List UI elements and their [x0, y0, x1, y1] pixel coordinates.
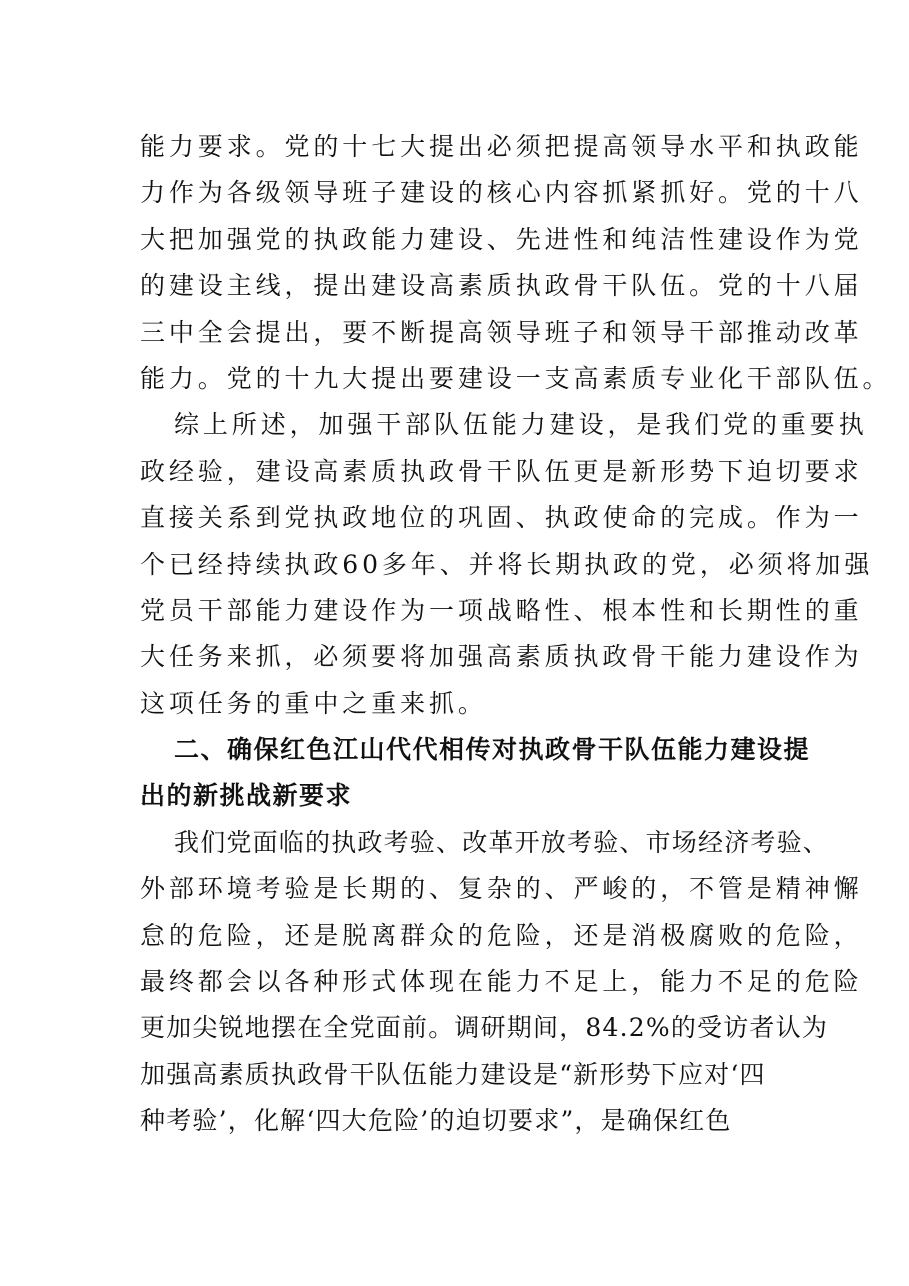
paragraph-line: 的建设主线，提出建设高素质执政骨干队伍。党的十八届: [140, 271, 863, 301]
paragraph-line: 大把加强党的执政能力建设、先进性和纯洁性建设作为党: [140, 224, 863, 254]
paragraph-line: 最终都会以各种形式体现在能力不足上，能力不足的危险: [140, 967, 863, 997]
paragraph-line: 种考验’，化解‘四大危险’的迫切要求”，是确保红色: [140, 1106, 732, 1136]
paragraph-line: 更加尖锐地摆在全党面前。调研期间，84.2%的受访者认为: [140, 1013, 829, 1043]
paragraph-line: 政经验，建设高素质执政骨干队伍更是新形势下迫切要求: [140, 456, 863, 486]
paragraph-line: 这项任务的重中之重来抓。: [140, 688, 487, 718]
section-heading: 出的新挑战新要求: [140, 781, 353, 811]
section-heading: 二、确保红色江山代代相传对执政骨干队伍能力建设提: [174, 735, 811, 765]
paragraph-line: 三中全会提出，要不断提高领导班子和领导干部推动改革: [140, 317, 863, 347]
paragraph-line: 我们党面临的执政考验、改革开放考验、市场经济考验、: [174, 827, 830, 857]
paragraph-line: 加强高素质执政骨干队伍能力建设是“新形势下应对‘四: [140, 1059, 766, 1089]
paragraph-line: 直接关系到党执政地位的巩固、执政使命的完成。作为一: [140, 503, 863, 533]
paragraph-line: 党员干部能力建设作为一项战略性、根本性和长期性的重: [140, 595, 863, 625]
paragraph-line: 外部环境考验是长期的、复杂的、严峻的，不管是精神懈: [140, 874, 863, 904]
paragraph-line: 个已经持续执政60多年、并将长期执政的党，必须将加强: [140, 549, 874, 579]
paragraph-line: 能力。党的十九大提出要建设一支高素质专业化干部队伍。: [140, 363, 892, 393]
document-body: [140, 124, 892, 1145]
paragraph-line: 能力要求。党的十七大提出必须把提高领导水平和执政能: [140, 132, 863, 161]
paragraph-line: 怠的危险，还是脱离群众的危险，还是消极腐败的危险，: [140, 920, 863, 950]
paragraph-line: 综上所述，加强干部队伍能力建设，是我们党的重要执: [174, 410, 868, 440]
paragraph-line: 力作为各级领导班子建设的核心内容抓紧抓好。党的十八: [140, 178, 863, 208]
paragraph-line: 大任务来抓，必须要将加强高素质执政骨干能力建设作为: [140, 642, 863, 672]
